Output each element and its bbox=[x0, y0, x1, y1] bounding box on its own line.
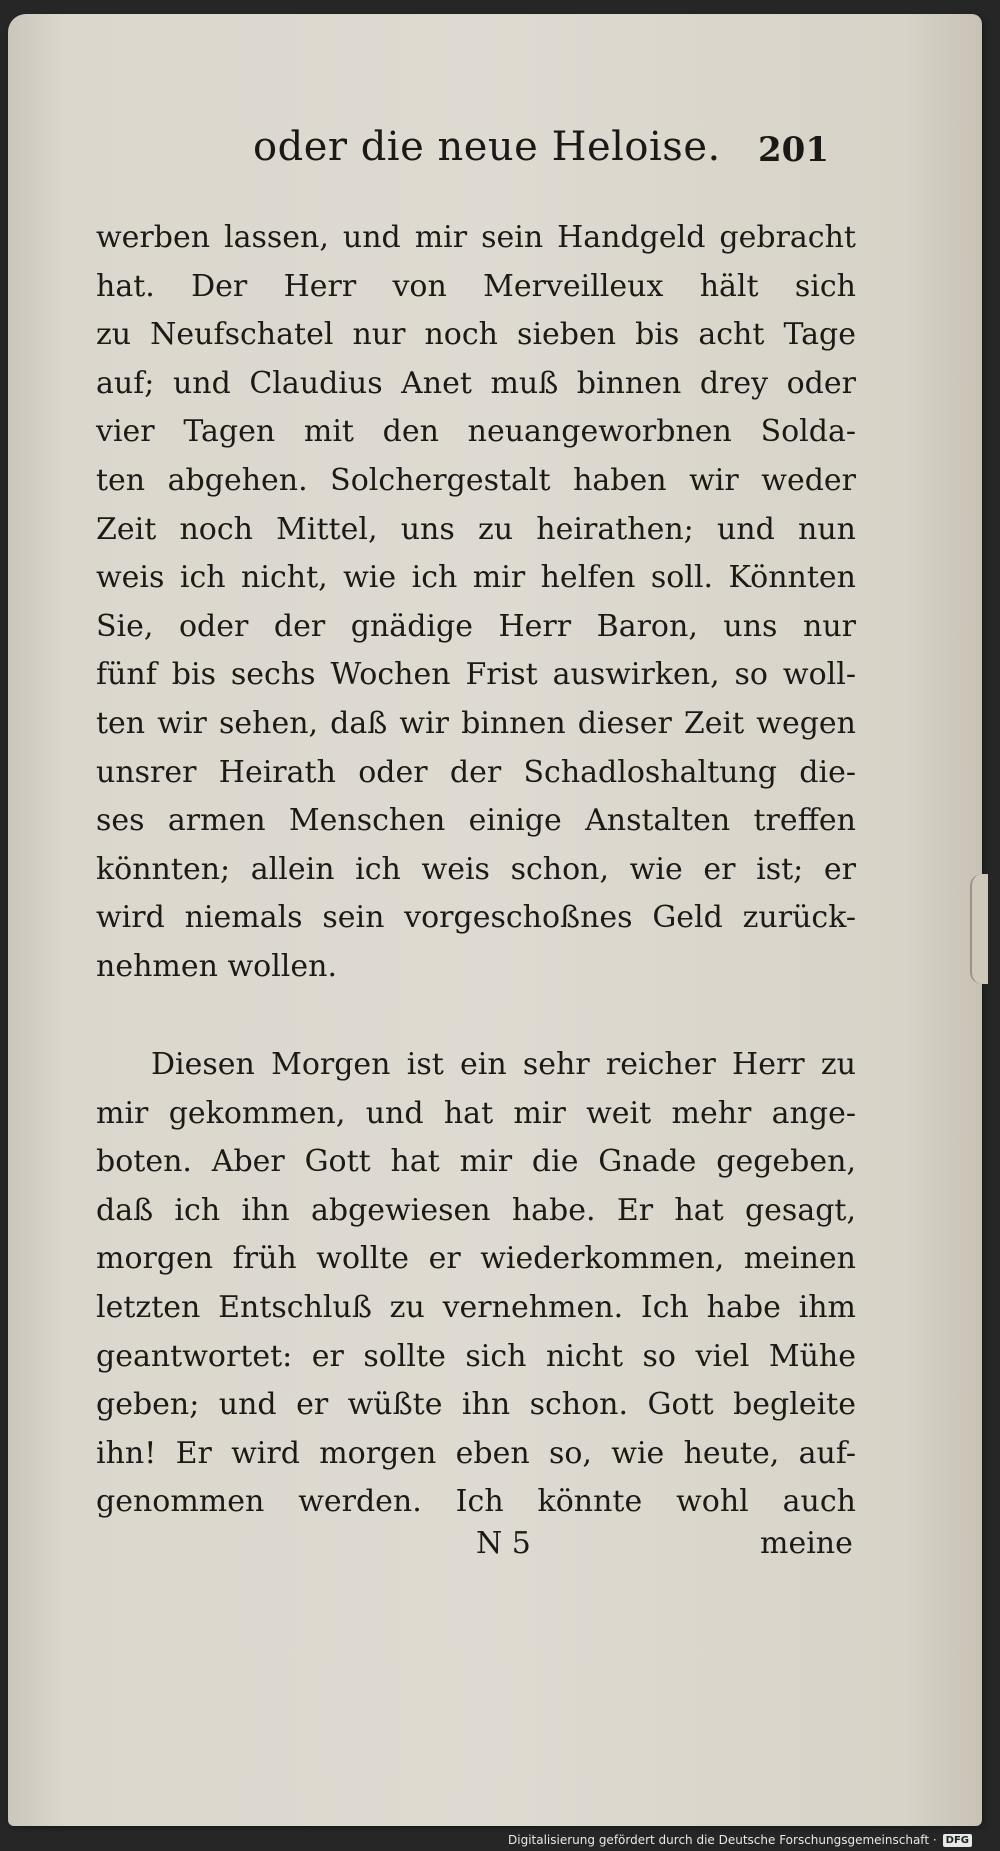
text-line: ten wir sehen, daß wir binnen dieser Zeit wegen bbox=[96, 705, 856, 741]
page-footer bbox=[8, 1526, 982, 1576]
dfg-logo-icon: DFG bbox=[943, 1834, 972, 1847]
text-line: ten abgehen. Solchergestalt haben wir weder bbox=[96, 462, 856, 498]
text-line: nehmen wollen. bbox=[96, 948, 337, 984]
paragraph-1 bbox=[96, 214, 856, 992]
paragraph-2 bbox=[96, 1041, 856, 1527]
text-line: Zeit noch Mittel, uns zu heirathen; und nun bbox=[96, 511, 856, 547]
text-line: mir gekommen, und hat mir weit mehr ange- bbox=[96, 1095, 856, 1131]
text-line: unsrer Heirath oder der Schadloshaltung die- bbox=[96, 754, 856, 790]
text-line: geantwortet: er sollte sich nicht so viel Mühe bbox=[96, 1338, 856, 1374]
text-line: weis ich nicht, wie ich mir helfen soll. Könnten bbox=[96, 560, 856, 596]
text-line: zu Neufschatel nur noch sieben bis acht Tage bbox=[96, 317, 856, 353]
text-line: geben; und er wüßte ihn schon. Gott begleite bbox=[96, 1387, 856, 1423]
text-line: werben lassen, und mir sein Handgeld gebracht bbox=[96, 220, 856, 255]
credit-text: Digitalisierung gefördert durch die Deutsche Forschungsgemeinschaft · bbox=[508, 1833, 937, 1847]
text-line: könnten; allein ich weis schon, wie er ist; er bbox=[96, 851, 856, 887]
text-line: hat. Der Herr von Merveilleux hält sich bbox=[96, 268, 856, 304]
text-line: daß ich ihn abgewiesen habe. Er hat gesagt, bbox=[96, 1192, 856, 1228]
text-line: morgen früh wollte er wiederkommen, meinen bbox=[96, 1241, 856, 1277]
text-line: fünf bis sechs Wochen Frist auswirken, so woll- bbox=[96, 657, 856, 693]
text-line: ses armen Menschen einige Anstalten treffen bbox=[96, 803, 856, 839]
catchword: meine bbox=[760, 1526, 853, 1561]
digitization-credit bbox=[508, 1833, 972, 1847]
signature-mark: N 5 bbox=[476, 1526, 531, 1561]
page-number: 201 bbox=[758, 130, 829, 170]
text-line: vier Tagen mit den neuangeworbnen Solda- bbox=[96, 414, 856, 450]
book-page bbox=[8, 14, 982, 1826]
text-line: boten. Aber Gott hat mir die Gnade gegeben, bbox=[96, 1144, 856, 1180]
text-line: wird niemals sein vorgeschoßnes Geld zurück- bbox=[96, 900, 856, 936]
running-head bbox=[8, 106, 982, 186]
text-line: ihn! Er wird morgen eben so, wie heute, auf- bbox=[96, 1435, 856, 1471]
text-line: Sie, oder der gnädige Herr Baron, uns nur bbox=[96, 608, 856, 644]
running-head-title: oder die neue Heloise. bbox=[253, 124, 721, 170]
text-line: letzten Entschluß zu vernehmen. Ich habe ihm bbox=[96, 1289, 856, 1325]
text-line: Diesen Morgen ist ein sehr reicher Herr zu bbox=[151, 1047, 856, 1082]
text-line: genommen werden. Ich könnte wohl auch bbox=[96, 1484, 856, 1520]
text-line: auf; und Claudius Anet muß binnen drey oder bbox=[96, 365, 856, 401]
